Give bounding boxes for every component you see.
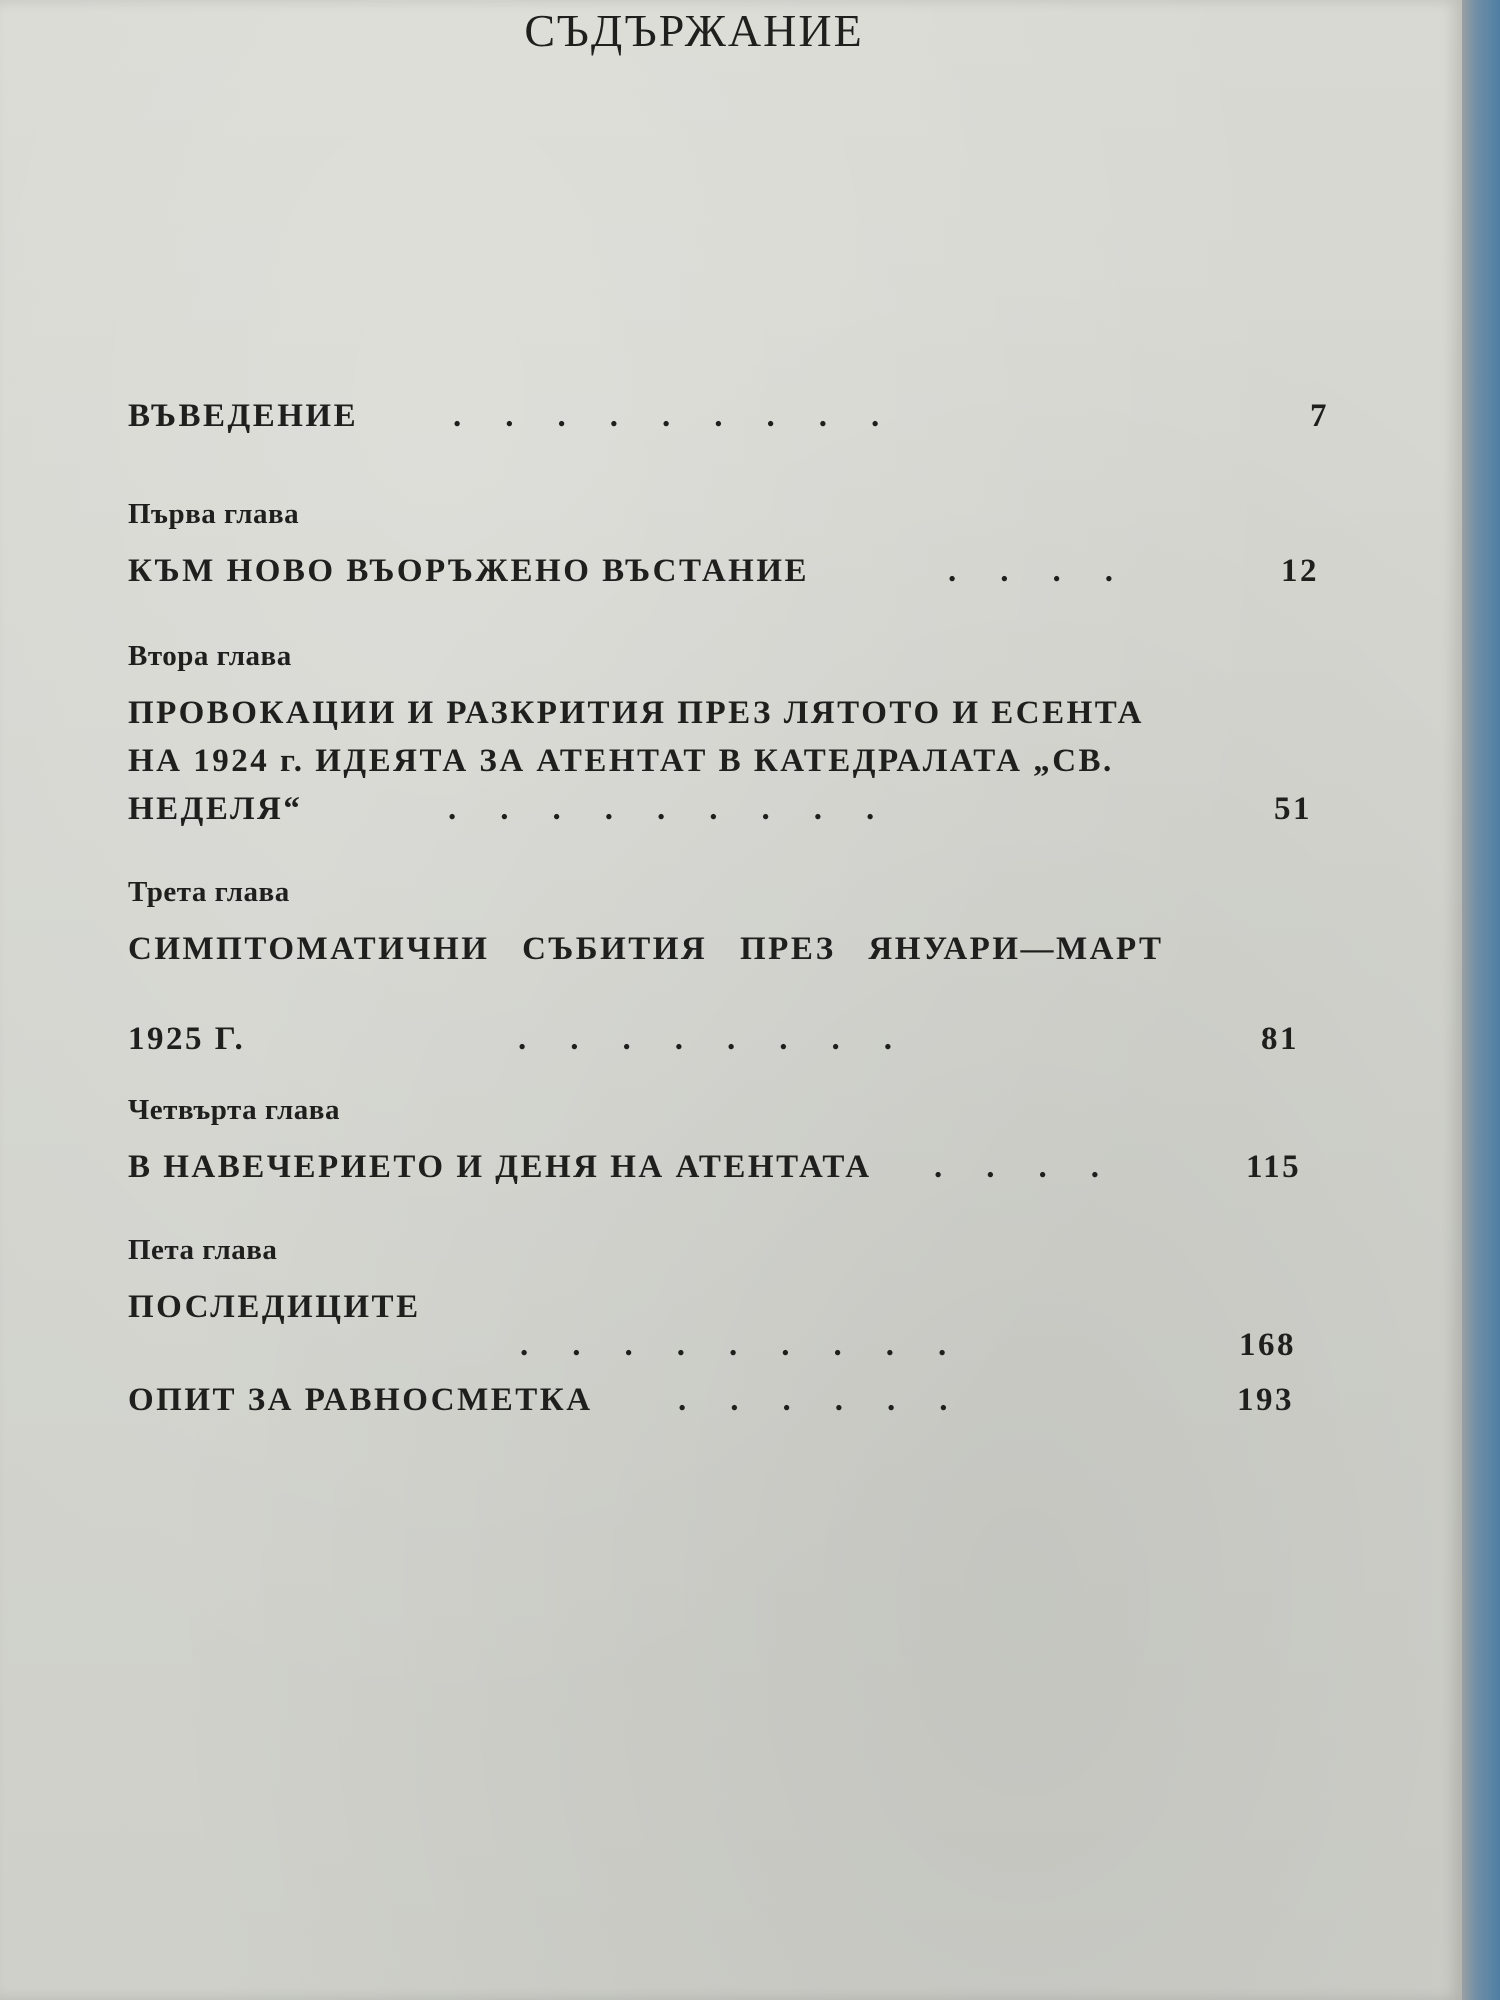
toc-entry-chapter-5	[128, 1234, 1328, 1369]
chapter-label: Трета глава	[128, 876, 290, 908]
toc-entry-line	[128, 1376, 1328, 1424]
toc-entry-chapter-1	[128, 498, 1328, 595]
toc-entry-line	[128, 1321, 1328, 1369]
toc-entry-chapter-3	[128, 876, 1328, 1063]
toc-page-number: 51	[1274, 791, 1312, 827]
toc-entry-title: ОПИТ ЗА РАВНОСМЕТКА	[128, 1382, 593, 1418]
page-title: СЪДЪРЖАНИЕ	[524, 5, 864, 56]
toc-page-number: 7	[1310, 398, 1329, 434]
toc-page-number: 168	[1239, 1327, 1296, 1363]
toc-entry-line	[128, 925, 1328, 973]
toc-entry-line	[128, 547, 1328, 595]
leader-dots: ....	[934, 1149, 1143, 1185]
leader-dots: .........	[453, 398, 924, 434]
leader-dots: .........	[520, 1327, 991, 1363]
leader-dots: ....	[948, 553, 1157, 589]
toc-entry-title: В НАВЕЧЕРИЕТО И ДЕНЯ НА АТЕНТАТА	[128, 1149, 872, 1185]
toc-entry-chapter-2	[128, 640, 1328, 833]
toc-entry-title: СИМПТОМАТИЧНИ СЪБИТИЯ ПРЕЗ ЯНУАРИ—МАРТ	[128, 931, 1164, 967]
leader-dots: .........	[448, 791, 919, 827]
toc-page-number: 12	[1281, 553, 1319, 589]
leader-dots: ......	[678, 1382, 992, 1418]
toc-entry-line	[128, 785, 1328, 833]
leader-dots: ........	[518, 1021, 936, 1057]
toc-page-number: 81	[1261, 1021, 1299, 1057]
toc-entry-title: ВЪВЕДЕНИЕ	[128, 398, 359, 434]
toc-entry-title: 1925 Г.	[128, 1021, 246, 1057]
toc-entry-line	[128, 737, 1328, 785]
toc-entry-chapter-4	[128, 1094, 1328, 1191]
toc-entry-title: ПРОВОКАЦИИ И РАЗКРИТИЯ ПРЕЗ ЛЯТОТО И ЕСЕНТА	[128, 695, 1144, 731]
toc-page-number: 115	[1246, 1149, 1302, 1185]
chapter-label: Четвърта глава	[128, 1094, 340, 1126]
toc-entry-line	[128, 1015, 1328, 1063]
toc-page-number: 193	[1237, 1382, 1294, 1418]
toc-entry-line	[128, 689, 1328, 737]
chapter-label: Втора глава	[128, 640, 292, 672]
toc-entry-line	[128, 392, 1328, 440]
toc-entry-title: НА 1924 г. ИДЕЯТА ЗА АТЕНТАТ В КАТЕДРАЛАТА „СВ.	[128, 743, 1114, 779]
chapter-label: Първа глава	[128, 498, 300, 530]
chapter-label: Пета глава	[128, 1234, 278, 1266]
toc-entry-line	[128, 1143, 1328, 1191]
toc-entry-title: НЕДЕЛЯ“	[128, 791, 303, 827]
toc-entry-assessment	[128, 1376, 1328, 1424]
toc-entry-introduction	[128, 392, 1328, 440]
toc-entry-title: КЪМ НОВО ВЪОРЪЖЕНО ВЪСТАНИЕ	[128, 553, 810, 589]
next-page-edge	[1462, 0, 1500, 2000]
toc-entry-title: ПОСЛЕДИЦИТЕ	[128, 1289, 421, 1325]
